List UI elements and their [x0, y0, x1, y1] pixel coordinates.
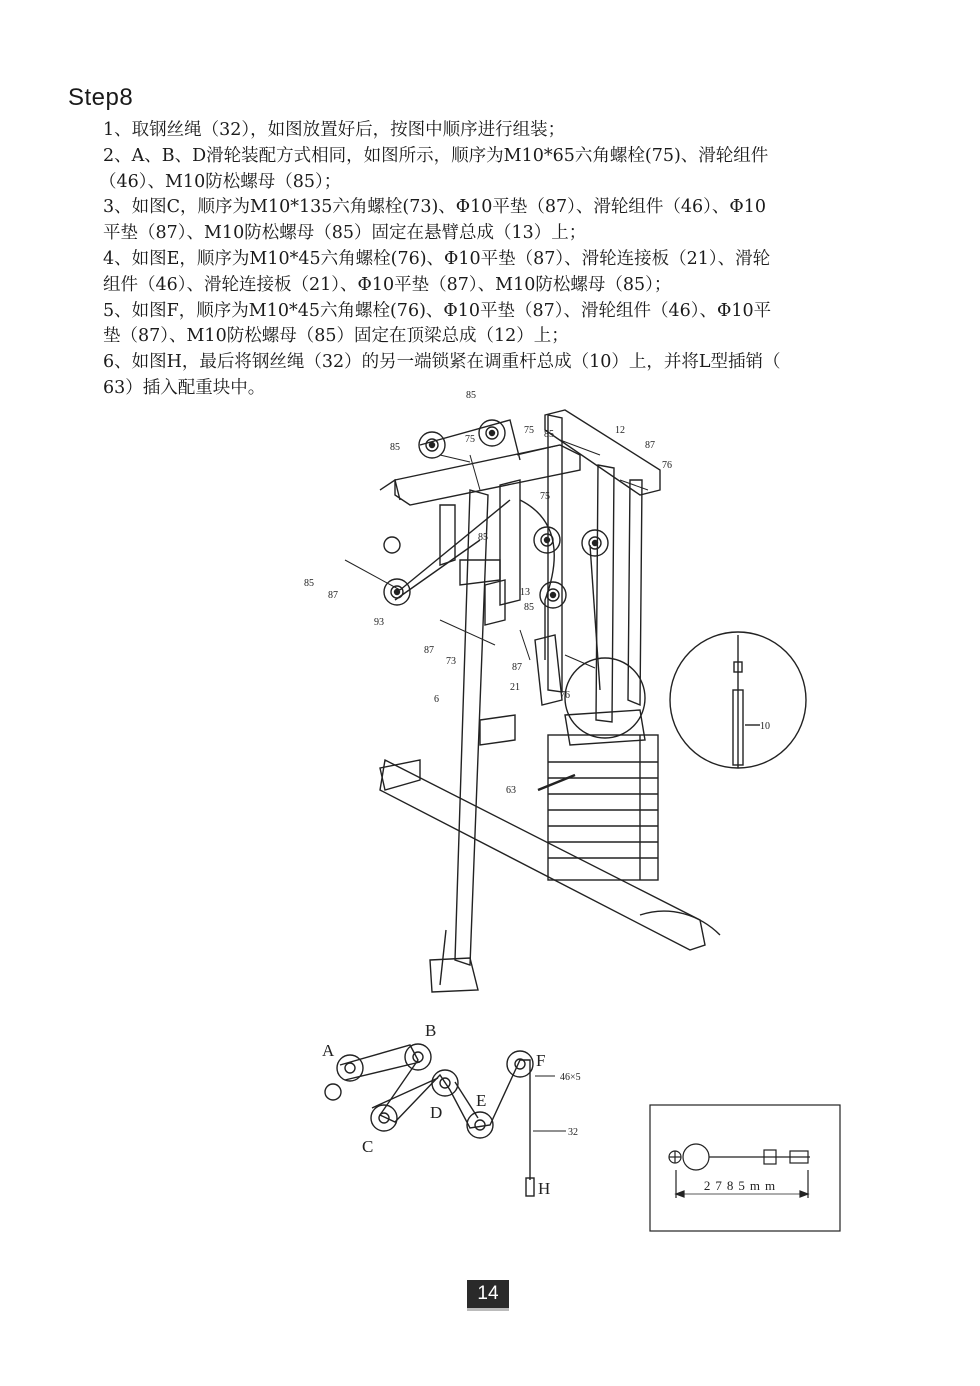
- instruction-line: 平垫（87）、M10防松螺母（85）固定在悬臂总成（13）上；: [103, 223, 587, 244]
- part-label: 85: [304, 578, 314, 589]
- instruction-line: 垫（87）、M10防松螺母（85）固定在顶梁总成（12）上；: [103, 326, 569, 347]
- arm-plate: [485, 580, 505, 625]
- detail-circle-h: [670, 632, 806, 768]
- part-label: 75: [540, 491, 550, 502]
- part-label: 12: [615, 425, 625, 436]
- part-label: 93: [374, 617, 384, 628]
- instruction-line: 63）插入配重块中。: [103, 377, 266, 398]
- part-label: 85: [390, 442, 400, 453]
- part-label: 6: [434, 694, 439, 705]
- part-label: 76: [662, 460, 672, 471]
- pulley-label-d: D: [430, 1103, 443, 1122]
- pulley-label-b: B: [425, 1021, 437, 1040]
- part-label: 85: [544, 429, 554, 440]
- step-title: Step8: [68, 84, 134, 111]
- cable-end-label-h: H: [538, 1179, 551, 1198]
- cable-down: [590, 545, 600, 690]
- rear-upright: [596, 465, 614, 722]
- post-clamp: [480, 715, 515, 745]
- post-foot-edge: [440, 930, 446, 985]
- instruction-line: 6、如图H，最后将钢丝绳（32）的另一端锁紧在调重杆总成（10）上，并将L型插销（: [103, 352, 781, 373]
- part-label: 87: [645, 440, 655, 451]
- instruction-line: 3、如图C，顺序为M10*135六角螺栓(73)、Φ10平垫（87）、滑轮组件（46）、Φ10: [103, 197, 767, 218]
- page-number: 14: [467, 1280, 509, 1308]
- part-label: 10: [760, 721, 770, 732]
- instruction-line: 1、取钢丝绳（32），如图放置好后，按图中顺序进行组装；: [103, 120, 566, 140]
- cable-ball: [384, 537, 400, 553]
- detail-circle-ref: [565, 658, 645, 738]
- pulley-label-f: F: [536, 1051, 546, 1070]
- arm-bracket: [460, 560, 500, 585]
- pulley-label-c: C: [362, 1137, 374, 1156]
- pulley-label-a: A: [322, 1041, 335, 1060]
- part-label: 75: [524, 425, 534, 436]
- instruction-line: 2、A、B、D滑轮装配方式相同，如图所示，顺序为M10*65六角螺栓(75)、滑轮组件: [103, 145, 769, 166]
- post-foot: [430, 958, 478, 992]
- part-label: 73: [446, 656, 456, 667]
- part-label: 21: [510, 682, 520, 693]
- part-label: 76: [560, 690, 570, 701]
- page-number-underline: [467, 1308, 509, 1311]
- weight-stack: [538, 710, 658, 880]
- instruction-line: 组件（46）、滑轮连接板（21）、Φ10平垫（87）、M10防松螺母（85）；: [103, 274, 672, 295]
- pulley-d: [534, 527, 560, 553]
- weight-guide-rod: [548, 415, 562, 692]
- pulley-f: [582, 530, 608, 556]
- part-label: 13: [520, 587, 530, 598]
- part-label: 63: [506, 785, 516, 796]
- cable-length-value: 2785mm: [703, 1178, 781, 1193]
- part-label: 85: [478, 532, 488, 543]
- cable-part-label: 32: [568, 1127, 578, 1138]
- pulley-label-e: E: [476, 1091, 487, 1110]
- part-label: 87: [512, 662, 522, 673]
- instruction-line: （46）、M10防松螺母（85）；: [99, 171, 342, 192]
- pulley-a: [419, 432, 445, 458]
- cable-length-box: [650, 1105, 840, 1231]
- arm-vertical: [500, 480, 520, 605]
- part-label: 85: [524, 602, 534, 613]
- part-label: 87: [424, 645, 434, 656]
- instruction-line: 5、如图F，顺序为M10*45六角螺栓(76)、Φ10平垫（87）、滑轮组件（46）、Φ10平: [103, 300, 772, 321]
- part-label: 85: [466, 390, 476, 401]
- pulley-count-note: 46×5: [560, 1072, 581, 1083]
- base-curve: [640, 911, 720, 935]
- part-label: 87: [328, 590, 338, 601]
- pulley-b: [479, 420, 505, 446]
- cable-routing-diagram: [325, 1044, 566, 1196]
- part-label: 75: [465, 434, 475, 445]
- instruction-line: 4、如图E，顺序为M10*45六角螺栓(76)、Φ10平垫（87）、滑轮连接板（21）、滑轮: [103, 248, 771, 269]
